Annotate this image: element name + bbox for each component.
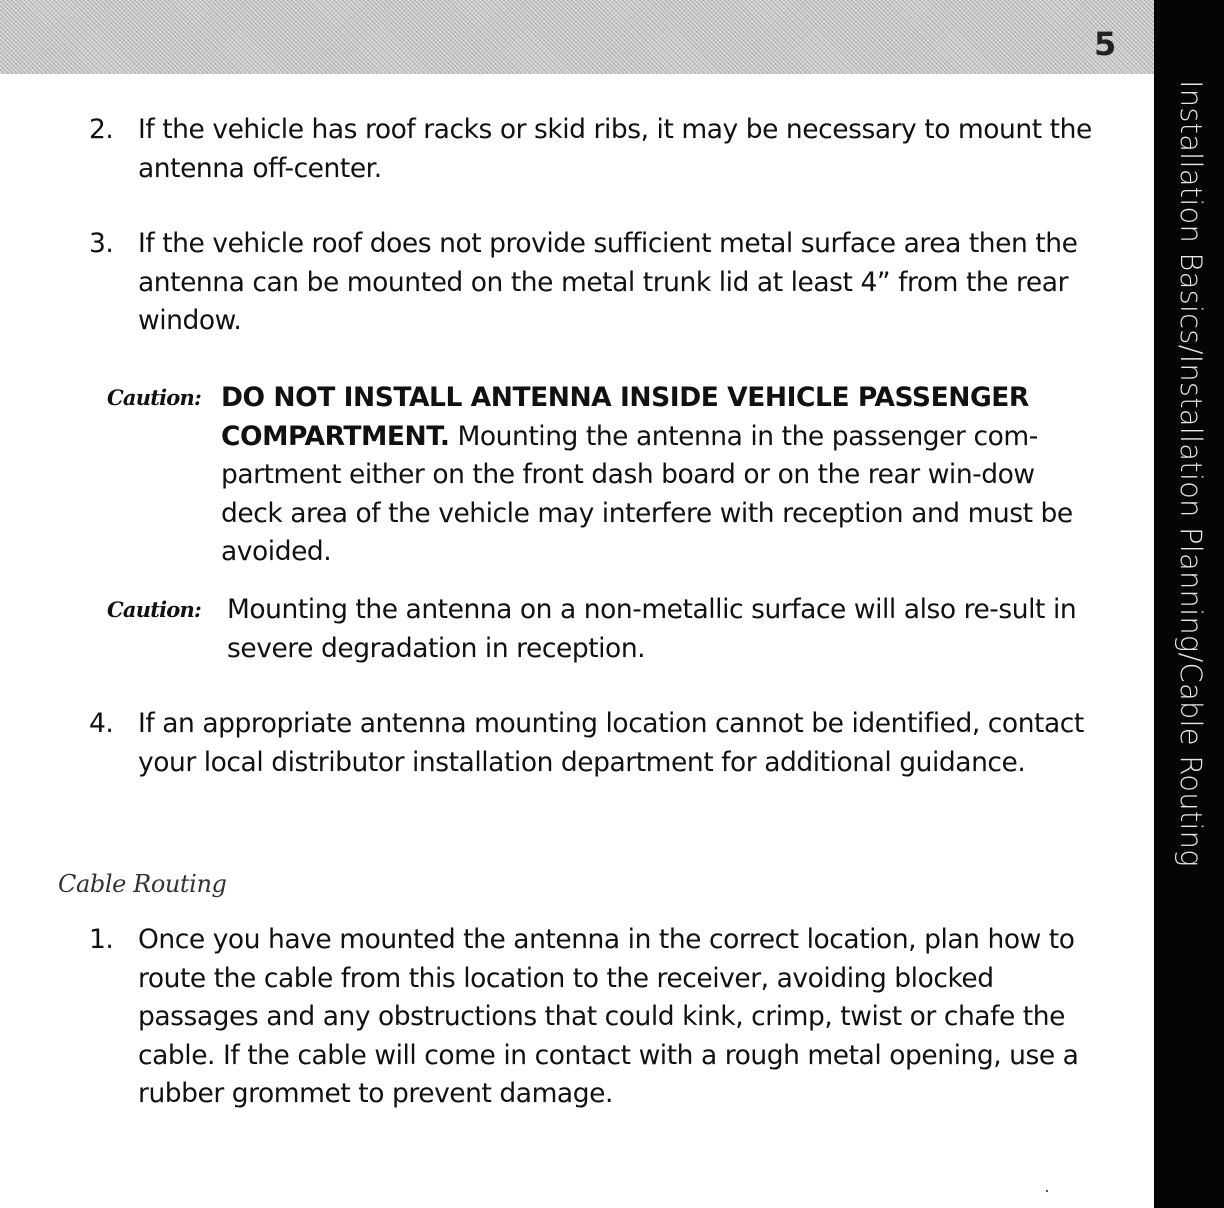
section-heading-cable-routing: Cable Routing xyxy=(58,870,227,898)
caution-label: Caution: xyxy=(107,385,201,410)
list-item-4 xyxy=(89,705,1099,782)
list-item-2 xyxy=(89,111,1099,188)
list-item-3 xyxy=(89,225,1099,341)
caution-note-1 xyxy=(107,379,1097,572)
list-item-text: If an appropriate antenna mounting location cannot be identified, contact your local distributor installation department for additional guidance. xyxy=(138,708,1084,778)
side-tab-title: Installation Basics/Installation Planning/Cable Routing xyxy=(1174,80,1208,867)
list-item-text: Once you have mounted the antenna in the correct location, plan how to route the cable from this location to the receiver, avoiding blocked passages and any obstructions that could kink, crimp, twist or chafe the cable. If the cable will come in contact with a rough metal opening, use a rubber grommet to prevent damage. xyxy=(138,924,1079,1109)
caution-bold-text: DO NOT INSTALL ANTENNA INSIDE VEHICLE PASSENGER COMPARTMENT. xyxy=(221,382,1029,452)
header-band xyxy=(0,0,1154,74)
list-number: 3. xyxy=(89,228,114,259)
cable-routing-item-1 xyxy=(89,921,1099,1114)
list-item-text: If the vehicle roof does not provide sufficient metal surface area then the antenna can be mounted on the metal trunk lid at least 4” from the rear window. xyxy=(138,228,1078,336)
caution-text: Mounting the antenna on a non-metallic surface will also re-sult in severe degradation in reception. xyxy=(227,594,1077,664)
list-number: 1. xyxy=(89,924,114,955)
caution-body xyxy=(221,379,1097,572)
page-number: 5 xyxy=(1094,25,1117,63)
scan-speck xyxy=(1046,1190,1048,1192)
list-number: 2. xyxy=(89,114,114,145)
list-number: 4. xyxy=(89,708,114,739)
caution-text: Mounting the antenna in the passenger com-partment either on the front dash board or on the rear win-dow deck area of the vehicle may interfere with reception and must be avoided. xyxy=(221,420,1073,567)
caution-note-2 xyxy=(107,591,1097,668)
caution-label: Caution: xyxy=(107,597,201,622)
list-item-text: If the vehicle has roof racks or skid ribs, it may be necessary to mount the antenna off-center. xyxy=(138,114,1092,184)
